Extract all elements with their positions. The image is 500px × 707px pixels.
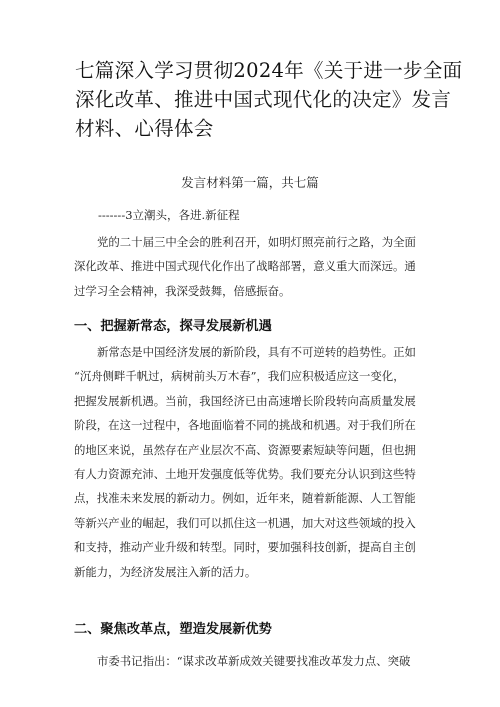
paragraph-line: 的地区来说，虽然存在产业层次不高、资源要素短缺等问题，但也拥: [74, 442, 416, 457]
section-1-paragraph: [74, 340, 434, 584]
paragraph-line: 点，找准未来发展的新动力。例如，近年来，随着新能源、人工智能: [74, 491, 416, 506]
paragraph-line: 过学习全会精神，我深受鼓舞，倍感振奋。: [74, 283, 291, 298]
paragraph-line: 市委书记指出：“谋求改革新成效关键要找准改革发力点、突破: [97, 654, 411, 668]
paragraph-line: 把握发展新机遇。当前，我国经济已由高速增长阶段转向高质量发展: [74, 393, 416, 408]
title-line: 材料、心得体会: [75, 117, 214, 140]
paragraph-line: “沉舟侧畔千帆过，病树前头万木春”，我们应积极适应这一变化，: [74, 369, 405, 384]
paragraph-line: 等新兴产业的崛起，我们可以抓住这一机遇，加大对这些领域的投入: [74, 515, 416, 530]
section-2-paragraph: [74, 649, 434, 673]
paragraph-line: 新能力，为经济发展注入新的活力。: [74, 564, 257, 579]
section-heading-1: 一、把握新常态，探寻发展新机遇: [74, 319, 272, 334]
intro-paragraph: [74, 230, 434, 303]
paragraph-line: 深化改革、推进中国式现代化作出了战略部署，意义重大而深远。通: [74, 259, 416, 274]
paragraph-line: 党的二十届三中全会的胜利召开，如明灯照亮前行之路，为全面: [97, 235, 416, 249]
title-line: 七篇深入学习贯彻2024年《关于进一步全面: [75, 59, 463, 82]
title-line: 深化改革、推进中国式现代化的决定》发言: [75, 88, 452, 111]
document-subtitle: 发言材料第一篇，共七篇: [181, 175, 319, 190]
paragraph-line: 阶段，在这一过程中，各地面临着不同的挑战和机遇。对于我们所在: [74, 418, 416, 433]
document-title: [75, 56, 463, 143]
paragraph-line: 和支持，推动产业升级和转型。同时，要加强科技创新，提高自主创: [74, 540, 416, 555]
document-tagline: -------3立潮头，各进.新征程: [98, 208, 240, 222]
paragraph-line: 新常态是中国经济发展的新阶段，具有不可逆转的趋势性。正如: [97, 345, 416, 359]
paragraph-line: 有人力资源充沛、土地开发强度低等优势。我们要充分认识到这些特: [74, 467, 416, 482]
section-heading-2: 二、聚焦改革点，塑造发展新优势: [74, 622, 272, 637]
